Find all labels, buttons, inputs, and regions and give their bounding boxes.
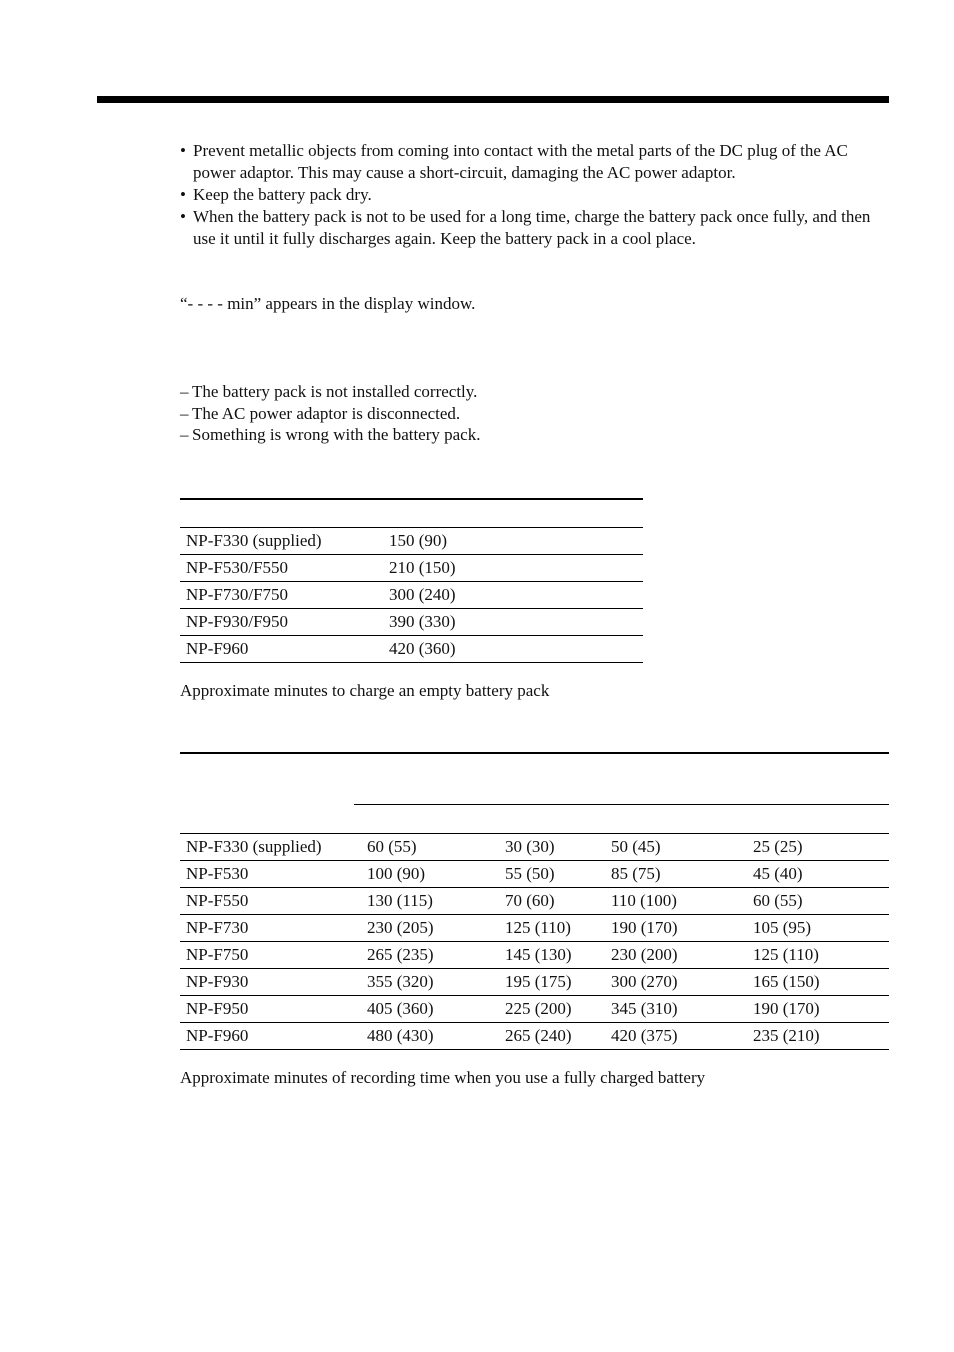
recording-value: 230 (205) (361, 915, 499, 942)
battery-model: NP-F730 (180, 915, 361, 942)
display-note: “- - - - min” appears in the display window. (180, 294, 476, 313)
battery-model: NP-F330 (supplied) (180, 528, 383, 555)
precautions-list (180, 140, 890, 250)
recording-value: 345 (310) (605, 996, 747, 1023)
recording-value: 230 (200) (605, 942, 747, 969)
recording-value: 60 (55) (361, 834, 499, 861)
recording-value: 105 (95) (747, 915, 889, 942)
causes-list (180, 381, 480, 446)
charge-minutes: 300 (240) (383, 582, 643, 609)
cause-item: – The battery pack is not installed correctly. (180, 381, 480, 403)
recording-value: 190 (170) (747, 996, 889, 1023)
recording-value: 235 (210) (747, 1023, 889, 1050)
table-row (180, 528, 643, 555)
table-row (180, 969, 889, 996)
recording-value: 225 (200) (499, 996, 605, 1023)
recording-value: 125 (110) (499, 915, 605, 942)
table-row (180, 942, 889, 969)
recording-table-top-rule (180, 752, 889, 754)
recording-table-subheader-rule (354, 804, 889, 805)
charge-minutes: 420 (360) (383, 636, 643, 663)
recording-value: 355 (320) (361, 969, 499, 996)
recording-value: 55 (50) (499, 861, 605, 888)
table-row (180, 996, 889, 1023)
recording-value: 125 (110) (747, 942, 889, 969)
charge-minutes: 210 (150) (383, 555, 643, 582)
recording-value: 85 (75) (605, 861, 747, 888)
battery-model: NP-F550 (180, 888, 361, 915)
recording-value: 195 (175) (499, 969, 605, 996)
recording-value: 110 (100) (605, 888, 747, 915)
battery-model: NP-F330 (supplied) (180, 834, 361, 861)
battery-model: NP-F530 (180, 861, 361, 888)
charge-minutes: 390 (330) (383, 609, 643, 636)
table-row (180, 861, 889, 888)
recording-value: 145 (130) (499, 942, 605, 969)
recording-value: 265 (235) (361, 942, 499, 969)
recording-value: 265 (240) (499, 1023, 605, 1050)
battery-model: NP-F950 (180, 996, 361, 1023)
battery-model: NP-F730/F750 (180, 582, 383, 609)
header-rule (97, 96, 889, 103)
precaution-item: • When the battery pack is not to be used for a long time, charge the battery pack once fully, and then use it until it fully discharges again. Keep the battery pack in a cool place. (180, 206, 890, 250)
table-row (180, 636, 643, 663)
battery-model: NP-F750 (180, 942, 361, 969)
table-row (180, 555, 643, 582)
charge-minutes: 150 (90) (383, 528, 643, 555)
table-row (180, 1023, 889, 1050)
table-row (180, 609, 643, 636)
charging-time-table (180, 498, 643, 663)
recording-value: 25 (25) (747, 834, 889, 861)
precaution-item: • Prevent metallic objects from coming into contact with the metal parts of the DC plug of the AC power adaptor. This may cause a short-circuit, damaging the AC power adaptor. (180, 140, 890, 184)
table-row (180, 834, 889, 861)
recording-time-table (180, 833, 889, 1050)
recording-value: 190 (170) (605, 915, 747, 942)
battery-model: NP-F930/F950 (180, 609, 383, 636)
battery-model: NP-F530/F550 (180, 555, 383, 582)
recording-value: 60 (55) (747, 888, 889, 915)
recording-value: 405 (360) (361, 996, 499, 1023)
recording-value: 45 (40) (747, 861, 889, 888)
table-row (180, 582, 643, 609)
recording-value: 50 (45) (605, 834, 747, 861)
recording-value: 70 (60) (499, 888, 605, 915)
cause-item: – Something is wrong with the battery pack. (180, 424, 480, 446)
table-row (180, 915, 889, 942)
table-header-row (180, 499, 643, 528)
recording-table-caption: Approximate minutes of recording time when you use a fully charged battery (180, 1068, 706, 1087)
cause-item: – The AC power adaptor is disconnected. (180, 403, 480, 425)
charging-table-caption: Approximate minutes to charge an empty battery pack (180, 681, 550, 700)
recording-value: 300 (270) (605, 969, 747, 996)
recording-value: 420 (375) (605, 1023, 747, 1050)
recording-value: 100 (90) (361, 861, 499, 888)
battery-model: NP-F960 (180, 1023, 361, 1050)
recording-value: 165 (150) (747, 969, 889, 996)
recording-value: 480 (430) (361, 1023, 499, 1050)
battery-model: NP-F930 (180, 969, 361, 996)
table-row (180, 888, 889, 915)
precaution-item: • Keep the battery pack dry. (180, 184, 890, 206)
recording-value: 30 (30) (499, 834, 605, 861)
battery-model: NP-F960 (180, 636, 383, 663)
recording-value: 130 (115) (361, 888, 499, 915)
